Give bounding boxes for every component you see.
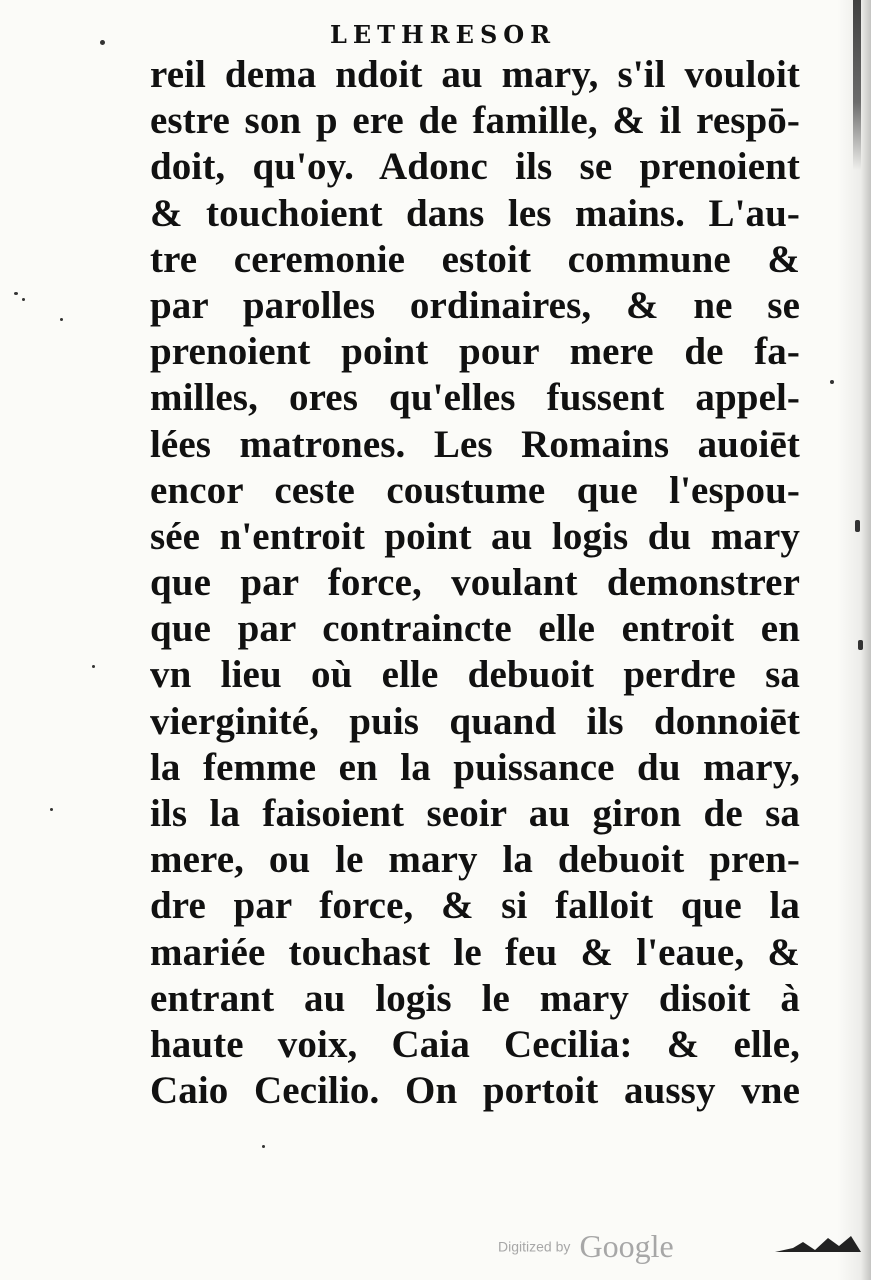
- running-title: LETHRESOR: [330, 20, 557, 49]
- text-line: tre ceremonie estoit commune &: [150, 237, 800, 281]
- speck: [22, 298, 25, 301]
- speck: [50, 808, 53, 811]
- text-line: mere, ou le mary la debuoit pren-: [150, 838, 800, 882]
- text-line: reil dema ndoit au mary, s'il vouloit: [150, 53, 800, 96]
- text-line: mariée touchast le feu & l'eaue, &: [150, 930, 800, 974]
- text-line: entrant au logis le mary disoit à: [150, 976, 800, 1020]
- text-line: milles, ores qu'elles fussent appel-: [150, 376, 800, 420]
- text-line: sée n'entroit point au logis du mary: [150, 514, 800, 558]
- text-line: dre par force, & si falloit que la: [150, 884, 800, 928]
- text-line: ils la faisoient seoir au giron de sa: [150, 792, 800, 835]
- binding-mark: [853, 0, 861, 170]
- speck: [60, 318, 63, 321]
- page-edge-shadow: [837, 0, 871, 1280]
- text-line: par parolles ordinaires, & ne se: [150, 283, 800, 327]
- speck: [100, 40, 105, 45]
- page-corner-ornament: [773, 1230, 863, 1256]
- text-line: vn lieu où elle debuoit perdre sa: [150, 653, 800, 697]
- text-line: doit, qu'oy. Adonc ils se prenoient: [150, 145, 800, 189]
- watermark-prefix: Digitized by: [498, 1238, 571, 1255]
- watermark-brand-logo: Google: [579, 1228, 674, 1264]
- text-line: vierginité, puis quand ils donnoiēt: [150, 699, 800, 743]
- text-line: Caio Cecilio. On portoit aussy vne: [150, 1069, 800, 1113]
- body-text: [150, 52, 800, 1114]
- text-line: estre son p ere de famille, & il respō-: [150, 99, 800, 143]
- speck: [14, 292, 18, 295]
- text-line: & touchoient dans les mains. L'au-: [150, 191, 800, 235]
- speck: [92, 665, 95, 668]
- text-line: encor ceste coustume que l'espou-: [150, 468, 800, 512]
- speck: [830, 380, 834, 384]
- text-line: lées matrones. Les Romains auoiēt: [150, 422, 800, 466]
- text-line: la femme en la puissance du mary,: [150, 745, 800, 789]
- text-line: que par force, voulant demonstrer: [150, 561, 800, 605]
- speck: [858, 640, 863, 650]
- speck: [855, 520, 860, 532]
- text-line: que par contraincte elle entroit en: [150, 607, 800, 651]
- speck: [262, 1145, 265, 1148]
- digitization-watermark: [498, 1228, 674, 1262]
- text-line: haute voix, Caia Cecilia: & elle,: [150, 1022, 800, 1066]
- text-line: prenoient point pour mere de fa-: [150, 330, 800, 374]
